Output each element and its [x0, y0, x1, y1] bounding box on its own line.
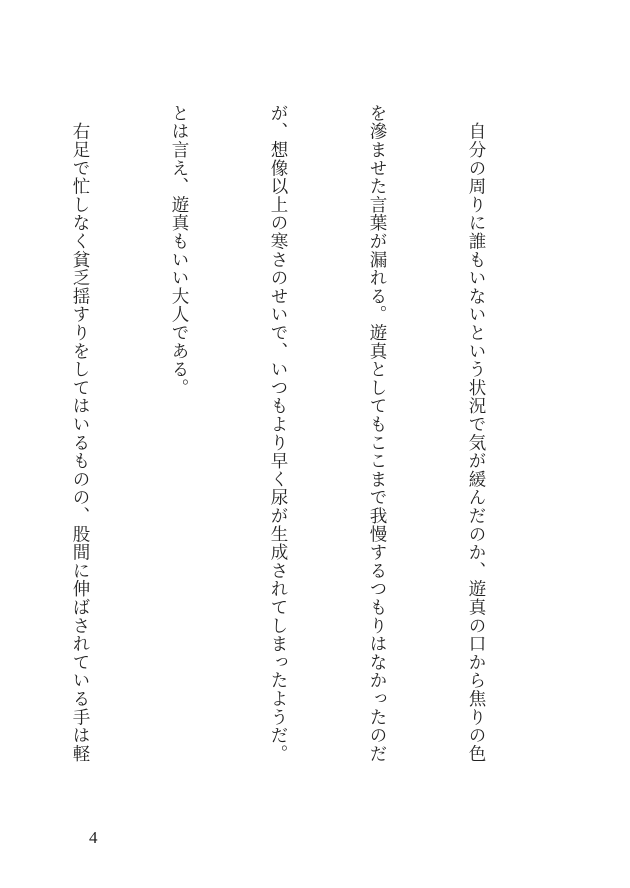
text-line: 右足で忙しなく貧乏揺すりをしてはいるものの、股間に伸ばされている手は軽	[70, 104, 90, 763]
text-line: 自分の周りに誰もいないという状況で気が緩んだのか、遊真の口から焦りの色	[466, 104, 486, 763]
body-text	[0, 104, 558, 804]
page-number: 4	[89, 828, 98, 847]
text-line: を滲ませた言葉が漏れる。遊真としてもここまで我慢するつもりはなかったのだ	[367, 104, 387, 763]
text-line: が、想像以上の寒さのせいで、いつもより早く尿が生成されてしまったようだ。	[268, 104, 288, 763]
text-line: とは言え、遊真もいい大人である。	[169, 104, 189, 397]
